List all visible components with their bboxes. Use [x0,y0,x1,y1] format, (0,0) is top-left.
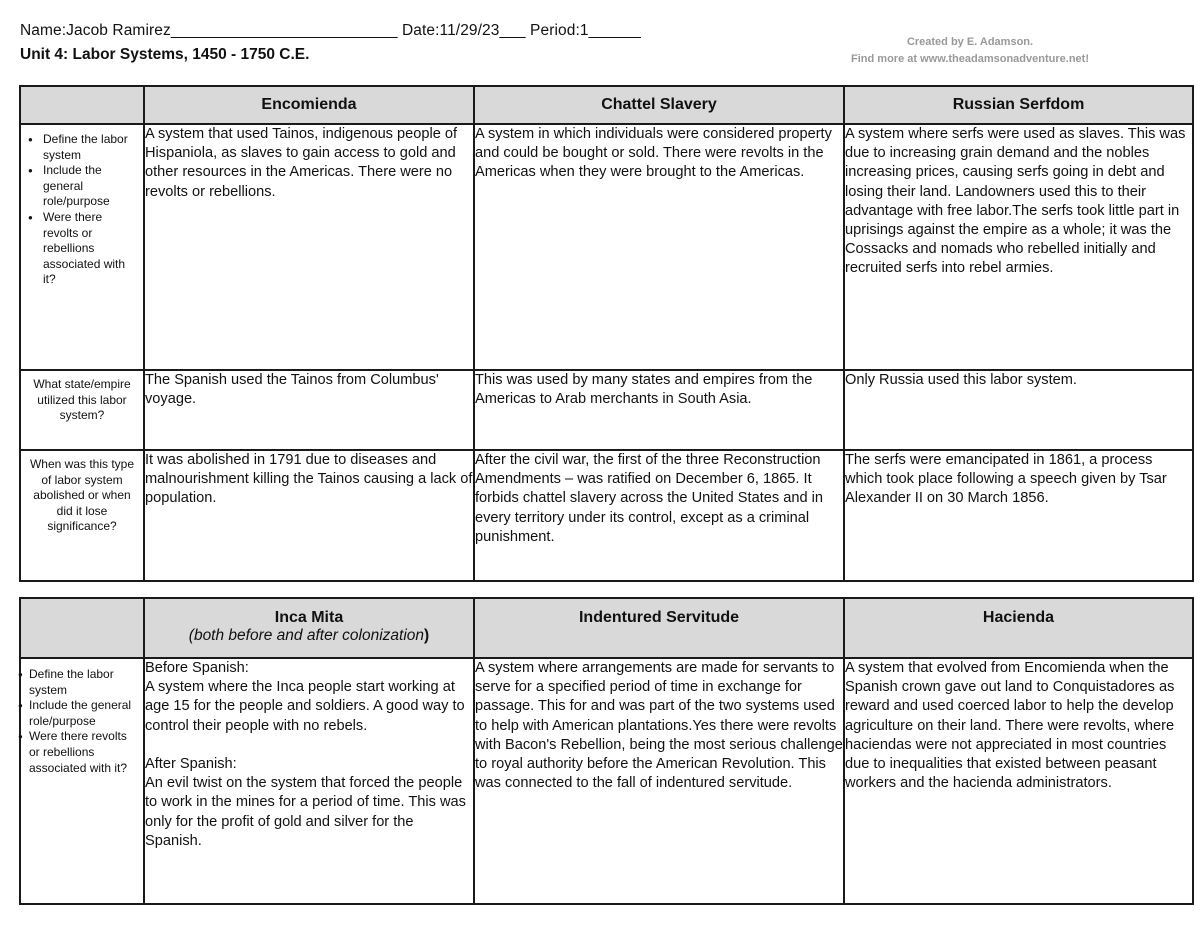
labor-systems-table-1 [19,85,1194,582]
row-label-define [20,124,144,370]
define-bullet-list-2 [21,667,139,776]
indentured-servitude-definition: A system where arrangements are made for servants to serve for a specified period of time in exchange for passage. This for and was part of the two systems used to help with American plantations.Yes there were revolts with Bacon's Rebellion, being the most serious challenge to royal authority before the American Revolution. This was connected to the fall of indentured servitude. [474,658,844,904]
bullet-revolts: ● Were there revolts or rebellions associated with it? [43,210,139,288]
bullet-define: ● Define the labor system [43,132,139,163]
credit-author: Created by E. Adamson. [906,36,1034,48]
inca-mita-definition: Before Spanish: A system where the Inca people start working at age 15 for the people and soldiers. A good way to control their people with no rebels. After Spanish: An evil twist on the system that forced the people to work in the mines for a period of time. This was only for the profit of gold and silver for the Spanish. [144,658,474,904]
define-bullet-list [21,132,139,288]
col-header-inca-mita [144,598,474,658]
col-header-encomienda: Encomienda [144,86,474,124]
russian-serfdom-abolished: The serfs were emancipated in 1861, a process which took place following a speech given by Tsar Alexander II on 30 March 1856. [844,450,1193,581]
bullet-role: ● Include the general role/purpose [43,163,139,210]
credit-website: Find more at www.theadamsonadventure.net! [851,53,1089,65]
col-header-chattel-slavery: Chattel Slavery [474,86,844,124]
russian-serfdom-state: Only Russia used this labor system. [844,370,1193,450]
inca-mita-subtitle-text: (both before and after colonization [188,627,425,644]
inca-mita-subtitle-close: ) [424,627,430,644]
col-header-russian-serfdom: Russian Serfdom [844,86,1193,124]
corner-header-cell [20,86,144,124]
row-label-define-2 [20,658,144,904]
col-header-indentured-servitude: Indentured Servitude [474,598,844,658]
bullet-role-2: ● Include the general role/purpose [29,698,139,729]
unit-title: Unit 4: Labor Systems, 1450 - 1750 C.E. [20,46,310,63]
chattel-slavery-definition: A system in which individuals were considered property and could be bought or sold. There were revolts in the Americas when they were brought to the Americas. [474,124,844,370]
chattel-slavery-abolished: After the civil war, the first of the three Reconstruction Amendments – was ratified on December 6, 1865. It forbids chattel slavery across the United States and in every territory under its control, except as a criminal punishment. [474,450,844,581]
inca-mita-subtitle [145,627,473,645]
bullet-revolts-2: ● Were there revolts or rebellions associated with it? [29,729,139,776]
encomienda-state: The Spanish used the Tainos from Columbus' voyage. [144,370,474,450]
hacienda-definition: A system that evolved from Encomienda when the Spanish crown gave out land to Conquistadores as reward and used coerced labor to help the develop agriculture on their land. There were revolts, where haciendas were not appreciated in most countries due to inequalities that existed between peasant workers and the hacienda administrators. [844,658,1193,904]
row-label-state: What state/empire utilized this labor system? [20,370,144,450]
corner-header-cell-2 [20,598,144,658]
russian-serfdom-definition: A system where serfs were used as slaves. This was due to increasing grain demand and the nobles increasing prices, causing serfs going in debt and losing their land. Landowners used this to their advantage with free labor.The serfs took little part in uprisings against the empire as a whole; it was the Cossacks and nomads who rebelled initially and recruited serfs into rebel armies. [844,124,1193,370]
col-header-hacienda: Hacienda [844,598,1193,658]
encomienda-abolished: It was abolished in 1791 due to diseases and malnourishment killing the Tainos causing a lack of population. [144,450,474,581]
chattel-slavery-state: This was used by many states and empires from the Americas to Arab merchants in South Asia. [474,370,844,450]
bullet-define-2: ● Define the labor system [29,667,139,698]
labor-systems-table-2 [19,597,1194,905]
name-date-period-line: Name:Jacob Ramirez__________________________ Date:11/29/23___ Period:1______ [20,22,641,39]
row-label-abolished: When was this type of labor system abolished or when did it lose significance? [20,450,144,581]
inca-mita-title: Inca Mita [274,609,344,626]
encomienda-definition: A system that used Tainos, indigenous people of Hispaniola, as slaves to gain access to gold and other resources in the Americas. There were no revolts or rebellions. [144,124,474,370]
